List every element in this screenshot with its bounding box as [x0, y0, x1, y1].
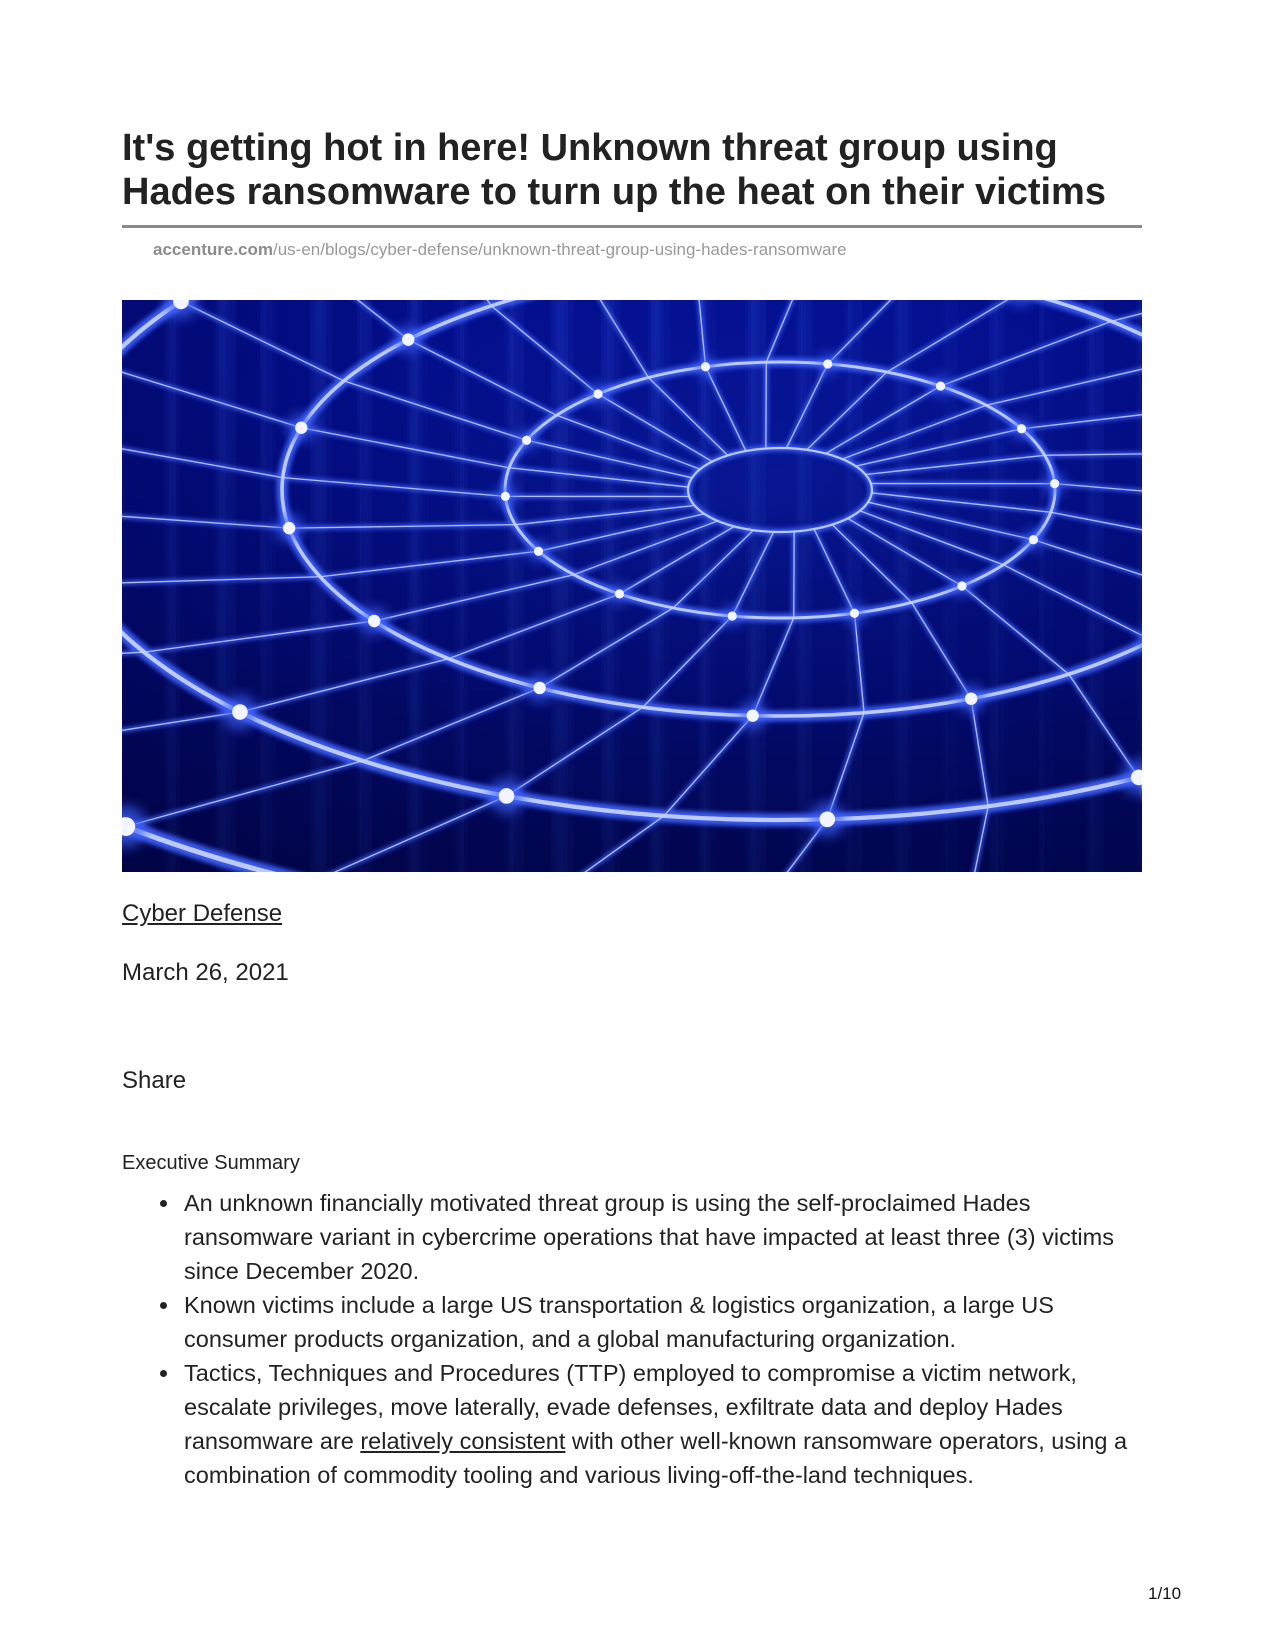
node-dot	[823, 359, 832, 368]
node-dot	[850, 609, 859, 618]
relatively-consistent-link[interactable]: relatively consistent	[360, 1428, 566, 1454]
node-dot	[593, 389, 602, 398]
hero-image	[122, 300, 1142, 872]
executive-summary-heading: Executive Summary	[122, 1152, 300, 1174]
node-dot	[232, 704, 248, 720]
node-dot	[283, 522, 295, 534]
list-item	[184, 1186, 1142, 1288]
executive-summary-list	[122, 1186, 1142, 1492]
bullet-text: An unknown financially motivated threat group is using the self-proclaimed Hades ransomware variant in cybercrime operations that have impacted at least three (3) victims since December 2020.	[184, 1190, 1114, 1284]
publish-date: March 26, 2021	[122, 959, 289, 986]
node-dot	[533, 682, 545, 694]
list-item	[184, 1288, 1142, 1356]
category-link[interactable]: Cyber Defense	[122, 900, 283, 927]
node-dot	[936, 381, 945, 390]
page-number: 1/10	[1148, 1584, 1182, 1603]
node-dot	[501, 492, 510, 501]
node-dot	[615, 589, 624, 598]
node-dot	[728, 611, 737, 620]
node-dot	[1029, 535, 1038, 544]
article-title: It's getting hot in here! Unknown threat group using Hades ransomware to turn up the heat on their victims	[122, 127, 1106, 213]
source-path: /us-en/blogs/cyber-defense/unknown-threat-group-using-hades-ransomware	[273, 240, 847, 259]
node-dot	[534, 547, 543, 556]
list-item	[184, 1356, 1142, 1492]
title-divider	[122, 225, 1142, 228]
share-button[interactable]: Share	[122, 1067, 187, 1094]
node-dot	[295, 422, 307, 434]
bullet-text: Known victims include a large US transportation & logistics organization, a large US consumer products organization, and a global manufacturing organization.	[184, 1292, 1054, 1352]
source-url	[153, 239, 847, 261]
node-dot	[965, 692, 977, 704]
node-dot	[499, 788, 515, 804]
node-dot	[1017, 424, 1026, 433]
node-dot	[819, 812, 835, 828]
source-domain: accenture.com	[153, 240, 273, 259]
node-dot	[368, 615, 380, 627]
node-dot	[701, 362, 710, 371]
node-dot	[957, 581, 966, 590]
bullet-text: with other well-known ransomware operators, using a combination of commodity tooling and various living-off-the-land techniques.	[184, 1428, 1128, 1488]
network-web-illustration	[122, 300, 1142, 872]
node-dot	[522, 436, 531, 445]
bullet-text: Tactics, Techniques and Procedures (TTP) employed to compromise a victim network, escalate privileges, move laterally, evade defenses, exfiltrate data and deploy Hades ransomware are	[184, 1360, 1077, 1454]
node-dot	[1050, 479, 1059, 488]
node-dot	[402, 333, 414, 345]
node-dot	[746, 709, 758, 721]
